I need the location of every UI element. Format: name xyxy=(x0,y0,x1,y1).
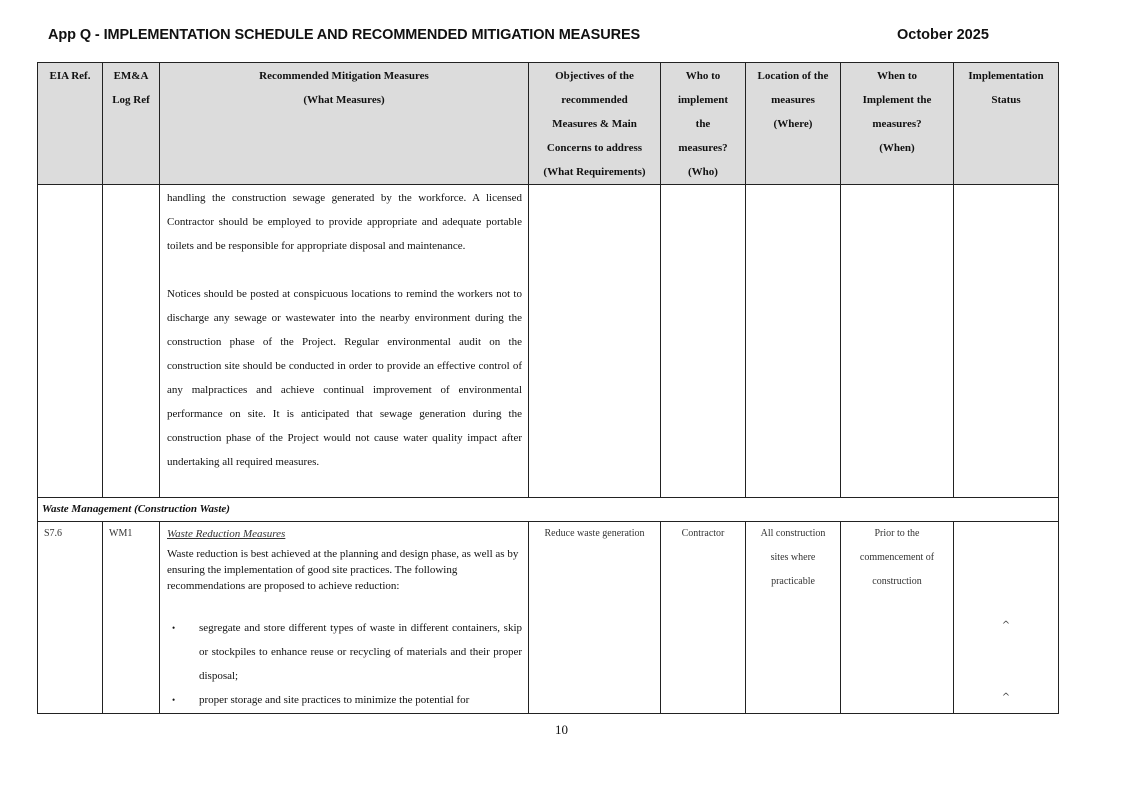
cell-location xyxy=(746,185,841,498)
bullet-icon: • xyxy=(172,695,176,705)
col-header-location: Location of the measures (Where) xyxy=(746,63,841,185)
measure-heading: Waste Reduction Measures xyxy=(167,528,286,540)
table-header-row xyxy=(38,63,1059,185)
cell-status xyxy=(954,522,1059,714)
measure-paragraph: handling the construction sewage generated by the workforce. A licensed Contractor should be employed to provide appropriate and adequate portable toilets and be responsible for appropriate disposal and maintenance. xyxy=(167,192,522,252)
cell-location: All construction sites where practicable xyxy=(746,522,841,714)
cell-log-ref: WM1 xyxy=(103,522,160,714)
col-header-status: Implementation Status xyxy=(954,63,1059,185)
col-header-when: When to Implement the measures? (When) xyxy=(841,63,954,185)
cell-when: Prior to the commencement of construction xyxy=(841,522,954,714)
cell-who: Contractor xyxy=(661,522,746,714)
cell-measures xyxy=(160,185,529,498)
cell-objectives: Reduce waste generation xyxy=(529,522,661,714)
cell-measures xyxy=(160,522,529,714)
cell-who xyxy=(661,185,746,498)
cell-eia-ref xyxy=(38,185,103,498)
cell-log-ref xyxy=(103,185,160,498)
document-title: App Q - IMPLEMENTATION SCHEDULE AND RECOMMENDED MITIGATION MEASURES xyxy=(48,27,641,43)
col-header-eia-ref: EIA Ref. xyxy=(38,63,103,185)
cell-eia-ref: S7.6 xyxy=(38,522,103,714)
implementation-schedule-table xyxy=(37,62,1059,714)
col-header-objectives: Objectives of the recommended Measures & Main Concerns to address (What Requirements) xyxy=(529,63,661,185)
document-date: October 2025 xyxy=(897,27,989,43)
table-row xyxy=(38,185,1059,498)
measure-paragraph: Notices should be posted at conspicuous locations to remind the workers not to discharge any sewage or wastewater into the nearby environment during the construction phase of the Project. Regular environmental audit on the construction site should be conducted in order to provide an effective control of any malpractices and achieve continual improvement of environmental performance on site. It is anticipated that sewage generation during the construction phase of the Project would not cause water quality impact after undertaking all required measures. xyxy=(167,288,522,468)
measure-intro: Waste reduction is best achieved at the planning and design phase, as well as by ensuring the implementation of good site practices. The following recommendations are proposed to achieve reduction: xyxy=(167,548,519,592)
status-marker: ^ xyxy=(1001,692,1011,703)
section-heading-row xyxy=(38,498,1059,522)
col-header-measures: Recommended Mitigation Measures (What Measures) xyxy=(160,63,529,185)
measure-bullet: • proper storage and site practices to minimize the potential for xyxy=(167,688,522,712)
col-header-who: Who to implement the measures? (Who) xyxy=(661,63,746,185)
table-row xyxy=(38,522,1059,714)
cell-objectives xyxy=(529,185,661,498)
cell-status xyxy=(954,185,1059,498)
page-number: 10 xyxy=(555,722,568,737)
measure-bullet: • segregate and store different types of waste in different containers, skip or stockpiles to enhance reuse or recycling of materials and their proper disposal; xyxy=(167,616,522,688)
bullet-icon: • xyxy=(172,623,176,633)
col-header-log-ref: EM&A Log Ref xyxy=(103,63,160,185)
status-marker: ^ xyxy=(1001,620,1011,631)
section-heading: Waste Management (Construction Waste) xyxy=(38,498,1059,522)
cell-when xyxy=(841,185,954,498)
